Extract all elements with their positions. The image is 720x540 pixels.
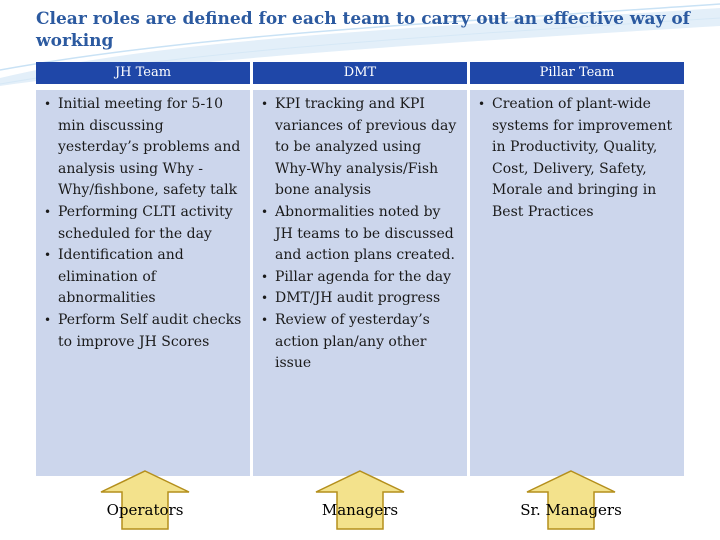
column-header: Pillar Team bbox=[470, 62, 684, 84]
list-item-text: Identification and elimination of abnormalities bbox=[58, 247, 184, 307]
list-item bbox=[257, 288, 461, 310]
bullet-icon: • bbox=[261, 291, 269, 306]
role-label: Sr. Managers bbox=[520, 501, 622, 519]
bullet-icon: • bbox=[44, 312, 52, 327]
column-body bbox=[253, 90, 467, 476]
list-item-text: Performing CLTI activity scheduled for the day bbox=[58, 203, 233, 242]
bullet-icon: • bbox=[44, 204, 52, 219]
column-body bbox=[470, 90, 684, 476]
list-item bbox=[40, 202, 244, 245]
role-label: Managers bbox=[321, 501, 399, 519]
roles-table bbox=[36, 62, 684, 476]
list-item bbox=[257, 202, 461, 267]
list-item bbox=[257, 310, 461, 375]
list-item-text: Creation of plant-wide systems for improvement in Productivity, Quality, Cost, Delivery, Safety, Morale and bringing in Best Practices bbox=[492, 96, 673, 220]
list-item-text: Perform Self audit checks to improve JH Scores bbox=[58, 311, 242, 350]
list-item bbox=[40, 245, 244, 310]
column-pillar-team bbox=[470, 62, 684, 476]
column-body bbox=[36, 90, 250, 476]
list-item-text: DMT/JH audit progress bbox=[275, 290, 441, 307]
list-item bbox=[257, 267, 461, 289]
list-item bbox=[40, 94, 244, 202]
bullet-list bbox=[257, 94, 461, 375]
bullet-icon: • bbox=[44, 248, 52, 263]
list-item-text: Pillar agenda for the day bbox=[275, 268, 452, 285]
bullet-icon: • bbox=[261, 312, 269, 327]
bullet-list bbox=[40, 94, 244, 353]
bullet-icon: • bbox=[261, 97, 269, 111]
list-item-text: Abnormalities noted by JH teams to be discussed and action plans created. bbox=[275, 203, 455, 264]
role-label: Operators bbox=[106, 501, 184, 519]
list-item-text: Initial meeting for 5-10 min discussing yesterday’s problems and analysis using Why -Why/fishbone, safety talk bbox=[58, 96, 241, 199]
slide-title: Clear roles are defined for each team to carry out an effective way of working bbox=[36, 9, 690, 51]
column-header: JH Team bbox=[36, 62, 250, 84]
managers-arrow bbox=[291, 470, 429, 530]
list-item-text: KPI tracking and KPI variances of previous day to be analyzed using Why-Why analysis/Fish bone analysis bbox=[275, 96, 457, 199]
bullet-icon: • bbox=[261, 269, 269, 284]
bullet-icon: • bbox=[44, 97, 52, 111]
list-item bbox=[40, 310, 244, 353]
bullet-list bbox=[474, 94, 678, 224]
bullet-icon: • bbox=[478, 97, 486, 111]
bullet-icon: • bbox=[261, 204, 269, 219]
list-item bbox=[257, 94, 461, 202]
list-item-text: Review of yesterday’s action plan/any other issue bbox=[275, 311, 430, 372]
column-header: DMT bbox=[253, 62, 467, 84]
sr-managers-arrow bbox=[502, 470, 640, 530]
list-item bbox=[474, 94, 678, 224]
operators-arrow bbox=[76, 470, 214, 530]
column-jh-team bbox=[36, 62, 250, 476]
column-dmt bbox=[253, 62, 467, 476]
